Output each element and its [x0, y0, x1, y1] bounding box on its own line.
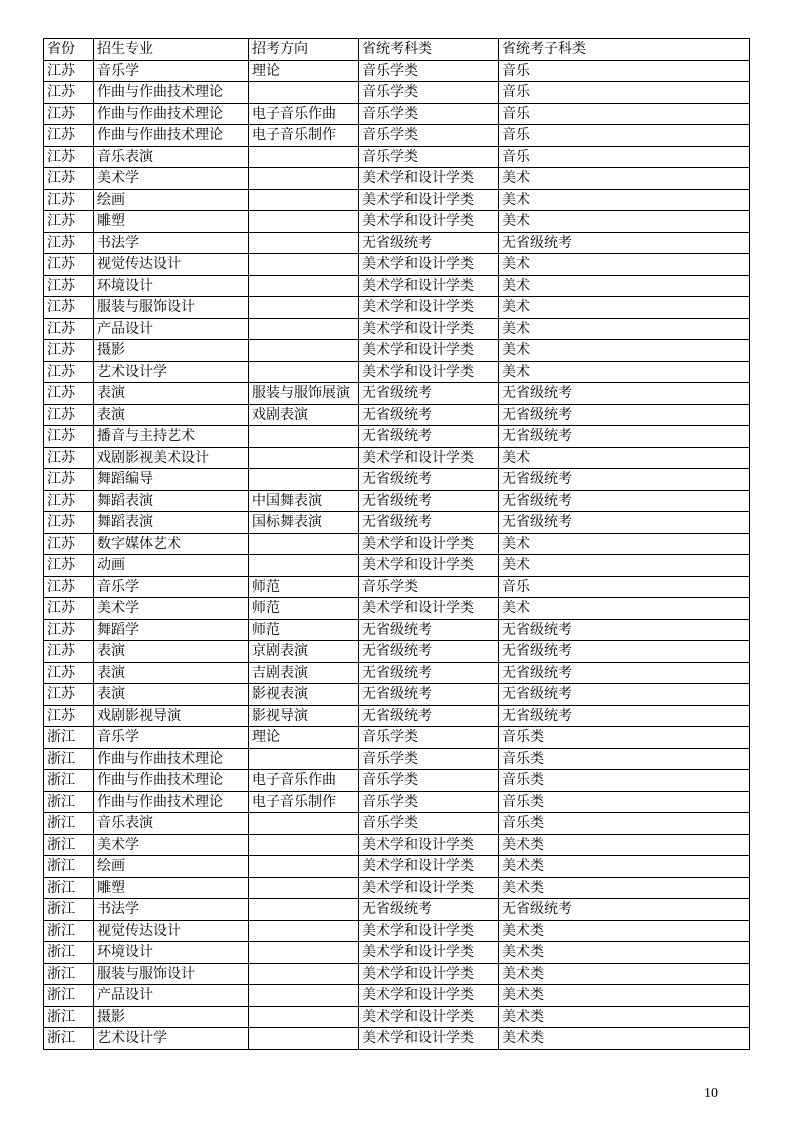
cell-major: 雕塑: [94, 877, 249, 899]
cell-exam-category: 音乐学类: [359, 770, 499, 792]
cell-exam-subcategory: 无省级统考: [499, 705, 750, 727]
cell-major: 表演: [94, 404, 249, 426]
cell-exam-subcategory: 美术: [499, 340, 750, 362]
cell-province: 江苏: [44, 361, 94, 383]
table-row: [44, 103, 750, 125]
table-row: [44, 232, 750, 254]
table-row: [44, 361, 750, 383]
cell-direction: 师范: [249, 598, 359, 620]
table-row: [44, 813, 750, 835]
table-row: [44, 662, 750, 684]
cell-province: 江苏: [44, 340, 94, 362]
cell-exam-subcategory: 音乐: [499, 576, 750, 598]
cell-major: 作曲与作曲技术理论: [94, 103, 249, 125]
cell-exam-category: 美术学和设计学类: [359, 361, 499, 383]
cell-major: 绘画: [94, 856, 249, 878]
cell-major: 产品设计: [94, 318, 249, 340]
cell-direction: 戏剧表演: [249, 404, 359, 426]
cell-exam-category: 美术学和设计学类: [359, 168, 499, 190]
table-row: [44, 684, 750, 706]
cell-major: 艺术设计学: [94, 361, 249, 383]
cell-major: 戏剧影视导演: [94, 705, 249, 727]
cell-exam-subcategory: 美术: [499, 254, 750, 276]
cell-exam-subcategory: 音乐类: [499, 770, 750, 792]
cell-province: 江苏: [44, 168, 94, 190]
cell-major: 视觉传达设计: [94, 920, 249, 942]
cell-major: 动画: [94, 555, 249, 577]
cell-major: 表演: [94, 684, 249, 706]
cell-direction: [249, 920, 359, 942]
cell-direction: [249, 856, 359, 878]
table-row: [44, 619, 750, 641]
cell-exam-subcategory: 音乐类: [499, 813, 750, 835]
table-row: [44, 490, 750, 512]
cell-exam-category: 美术学和设计学类: [359, 275, 499, 297]
cell-direction: [249, 834, 359, 856]
cell-province: 浙江: [44, 791, 94, 813]
cell-province: 浙江: [44, 877, 94, 899]
cell-direction: [249, 963, 359, 985]
table-row: [44, 125, 750, 147]
table-row: [44, 1028, 750, 1050]
cell-exam-category: 无省级统考: [359, 684, 499, 706]
cell-exam-category: 无省级统考: [359, 469, 499, 491]
table-row: [44, 297, 750, 319]
cell-exam-subcategory: 无省级统考: [499, 232, 750, 254]
cell-direction: [249, 1006, 359, 1028]
admissions-table: [43, 38, 750, 1050]
cell-exam-subcategory: 美术类: [499, 942, 750, 964]
cell-exam-category: 美术学和设计学类: [359, 963, 499, 985]
cell-direction: 影视表演: [249, 684, 359, 706]
cell-exam-subcategory: 无省级统考: [499, 490, 750, 512]
cell-exam-subcategory: 美术类: [499, 877, 750, 899]
cell-exam-category: 无省级统考: [359, 662, 499, 684]
cell-province: 江苏: [44, 426, 94, 448]
cell-major: 舞蹈编导: [94, 469, 249, 491]
cell-direction: [249, 813, 359, 835]
cell-major: 摄影: [94, 340, 249, 362]
cell-exam-subcategory: 无省级统考: [499, 512, 750, 534]
cell-exam-subcategory: 无省级统考: [499, 641, 750, 663]
cell-major: 视觉传达设计: [94, 254, 249, 276]
cell-major: 绘画: [94, 189, 249, 211]
cell-exam-category: 无省级统考: [359, 426, 499, 448]
table-row: [44, 791, 750, 813]
cell-exam-subcategory: 美术: [499, 318, 750, 340]
cell-direction: 电子音乐制作: [249, 125, 359, 147]
cell-exam-category: 音乐学类: [359, 748, 499, 770]
cell-exam-category: 美术学和设计学类: [359, 920, 499, 942]
cell-exam-subcategory: 音乐类: [499, 748, 750, 770]
cell-exam-subcategory: 美术类: [499, 834, 750, 856]
cell-exam-subcategory: 音乐: [499, 146, 750, 168]
cell-exam-category: 美术学和设计学类: [359, 1006, 499, 1028]
cell-province: 江苏: [44, 619, 94, 641]
cell-exam-subcategory: 美术: [499, 555, 750, 577]
table-row: [44, 899, 750, 921]
cell-direction: [249, 899, 359, 921]
cell-province: 浙江: [44, 813, 94, 835]
table-row: [44, 963, 750, 985]
cell-exam-subcategory: 美术: [499, 447, 750, 469]
cell-province: 浙江: [44, 748, 94, 770]
cell-direction: [249, 555, 359, 577]
cell-province: 江苏: [44, 82, 94, 104]
table-row: [44, 426, 750, 448]
cell-province: 江苏: [44, 189, 94, 211]
cell-province: 江苏: [44, 125, 94, 147]
cell-exam-category: 美术学和设计学类: [359, 985, 499, 1007]
cell-major: 音乐学: [94, 576, 249, 598]
table-row: [44, 146, 750, 168]
cell-exam-category: 美术学和设计学类: [359, 447, 499, 469]
cell-major: 书法学: [94, 899, 249, 921]
cell-direction: 理论: [249, 60, 359, 82]
cell-exam-category: 音乐学类: [359, 103, 499, 125]
cell-exam-category: 美术学和设计学类: [359, 297, 499, 319]
cell-major: 戏剧影视美术设计: [94, 447, 249, 469]
cell-direction: [249, 232, 359, 254]
cell-major: 音乐表演: [94, 813, 249, 835]
cell-direction: [249, 426, 359, 448]
cell-direction: [249, 533, 359, 555]
cell-exam-category: 无省级统考: [359, 641, 499, 663]
cell-exam-category: 音乐学类: [359, 813, 499, 835]
header-major: 招生专业: [94, 39, 249, 61]
cell-exam-category: 无省级统考: [359, 619, 499, 641]
cell-direction: [249, 318, 359, 340]
header-direction: 招考方向: [249, 39, 359, 61]
table-row: [44, 1006, 750, 1028]
cell-exam-subcategory: 美术类: [499, 1028, 750, 1050]
cell-exam-subcategory: 音乐类: [499, 791, 750, 813]
cell-direction: [249, 275, 359, 297]
header-exam-subcategory: 省统考子科类: [499, 39, 750, 61]
cell-major: 音乐学: [94, 727, 249, 749]
cell-province: 江苏: [44, 318, 94, 340]
cell-direction: [249, 189, 359, 211]
cell-province: 浙江: [44, 963, 94, 985]
table-row: [44, 318, 750, 340]
cell-major: 艺术设计学: [94, 1028, 249, 1050]
cell-exam-category: 美术学和设计学类: [359, 834, 499, 856]
table-row: [44, 748, 750, 770]
cell-exam-category: 美术学和设计学类: [359, 318, 499, 340]
table-row: [44, 211, 750, 233]
cell-province: 江苏: [44, 103, 94, 125]
table-row: [44, 770, 750, 792]
cell-province: 江苏: [44, 383, 94, 405]
cell-direction: [249, 146, 359, 168]
cell-exam-category: 音乐学类: [359, 125, 499, 147]
cell-province: 浙江: [44, 770, 94, 792]
cell-exam-category: 美术学和设计学类: [359, 254, 499, 276]
cell-major: 舞蹈学: [94, 619, 249, 641]
cell-exam-subcategory: 无省级统考: [499, 426, 750, 448]
cell-exam-subcategory: 美术类: [499, 963, 750, 985]
cell-exam-subcategory: 音乐: [499, 103, 750, 125]
cell-direction: 理论: [249, 727, 359, 749]
cell-province: 江苏: [44, 598, 94, 620]
cell-direction: 师范: [249, 576, 359, 598]
cell-direction: [249, 297, 359, 319]
cell-province: 浙江: [44, 942, 94, 964]
cell-direction: 影视导演: [249, 705, 359, 727]
cell-exam-category: 美术学和设计学类: [359, 533, 499, 555]
cell-exam-category: 美术学和设计学类: [359, 555, 499, 577]
cell-province: 浙江: [44, 856, 94, 878]
table-row: [44, 404, 750, 426]
cell-exam-category: 音乐学类: [359, 60, 499, 82]
cell-province: 江苏: [44, 490, 94, 512]
table-row: [44, 82, 750, 104]
cell-exam-category: 音乐学类: [359, 727, 499, 749]
table-row: [44, 598, 750, 620]
table-row: [44, 383, 750, 405]
cell-exam-subcategory: 美术: [499, 533, 750, 555]
cell-direction: 电子音乐作曲: [249, 103, 359, 125]
cell-direction: [249, 361, 359, 383]
cell-exam-category: 美术学和设计学类: [359, 340, 499, 362]
table-row: [44, 60, 750, 82]
cell-direction: 师范: [249, 619, 359, 641]
cell-direction: [249, 168, 359, 190]
cell-major: 播音与主持艺术: [94, 426, 249, 448]
cell-exam-category: 音乐学类: [359, 576, 499, 598]
cell-province: 江苏: [44, 469, 94, 491]
cell-direction: 中国舞表演: [249, 490, 359, 512]
cell-exam-subcategory: 美术: [499, 168, 750, 190]
cell-exam-category: 美术学和设计学类: [359, 1028, 499, 1050]
cell-province: 江苏: [44, 60, 94, 82]
cell-direction: [249, 877, 359, 899]
cell-exam-subcategory: 无省级统考: [499, 662, 750, 684]
cell-province: 江苏: [44, 211, 94, 233]
table-row: [44, 340, 750, 362]
table-row: [44, 641, 750, 663]
cell-province: 浙江: [44, 727, 94, 749]
cell-exam-category: 音乐学类: [359, 146, 499, 168]
cell-province: 江苏: [44, 297, 94, 319]
cell-direction: 京剧表演: [249, 641, 359, 663]
table-row: [44, 942, 750, 964]
cell-exam-subcategory: 无省级统考: [499, 404, 750, 426]
cell-major: 环境设计: [94, 275, 249, 297]
cell-major: 作曲与作曲技术理论: [94, 791, 249, 813]
cell-province: 浙江: [44, 1006, 94, 1028]
cell-direction: [249, 942, 359, 964]
cell-direction: 服装与服饰展演: [249, 383, 359, 405]
cell-direction: [249, 469, 359, 491]
cell-major: 表演: [94, 641, 249, 663]
cell-province: 江苏: [44, 533, 94, 555]
cell-direction: [249, 1028, 359, 1050]
cell-province: 江苏: [44, 404, 94, 426]
cell-direction: [249, 985, 359, 1007]
header-row: [44, 39, 750, 61]
cell-province: 江苏: [44, 232, 94, 254]
cell-exam-subcategory: 美术: [499, 211, 750, 233]
table-row: [44, 576, 750, 598]
table-row: [44, 254, 750, 276]
cell-exam-category: 美术学和设计学类: [359, 877, 499, 899]
cell-major: 舞蹈表演: [94, 512, 249, 534]
cell-major: 舞蹈表演: [94, 490, 249, 512]
cell-exam-category: 美术学和设计学类: [359, 942, 499, 964]
header-province: 省份: [44, 39, 94, 61]
page-number: 10: [704, 1086, 718, 1101]
cell-exam-subcategory: 美术: [499, 297, 750, 319]
cell-major: 作曲与作曲技术理论: [94, 125, 249, 147]
cell-province: 江苏: [44, 684, 94, 706]
cell-major: 美术学: [94, 168, 249, 190]
cell-direction: [249, 447, 359, 469]
cell-major: 作曲与作曲技术理论: [94, 748, 249, 770]
cell-exam-category: 音乐学类: [359, 791, 499, 813]
cell-exam-category: 美术学和设计学类: [359, 189, 499, 211]
cell-province: 江苏: [44, 447, 94, 469]
header-exam-category: 省统考科类: [359, 39, 499, 61]
cell-exam-category: 无省级统考: [359, 383, 499, 405]
cell-major: 音乐表演: [94, 146, 249, 168]
cell-exam-category: 美术学和设计学类: [359, 211, 499, 233]
cell-direction: [249, 340, 359, 362]
cell-province: 江苏: [44, 641, 94, 663]
cell-province: 江苏: [44, 576, 94, 598]
cell-exam-category: 无省级统考: [359, 490, 499, 512]
cell-exam-subcategory: 美术类: [499, 985, 750, 1007]
table-row: [44, 856, 750, 878]
cell-exam-category: 无省级统考: [359, 899, 499, 921]
cell-major: 书法学: [94, 232, 249, 254]
cell-direction: 吉剧表演: [249, 662, 359, 684]
cell-direction: [249, 748, 359, 770]
cell-exam-category: 美术学和设计学类: [359, 856, 499, 878]
cell-province: 浙江: [44, 834, 94, 856]
cell-province: 江苏: [44, 555, 94, 577]
cell-exam-subcategory: 音乐: [499, 60, 750, 82]
cell-major: 服装与服饰设计: [94, 297, 249, 319]
cell-exam-subcategory: 美术类: [499, 920, 750, 942]
table-row: [44, 447, 750, 469]
cell-major: 环境设计: [94, 942, 249, 964]
cell-exam-category: 美术学和设计学类: [359, 598, 499, 620]
cell-exam-subcategory: 无省级统考: [499, 684, 750, 706]
table-row: [44, 705, 750, 727]
cell-exam-subcategory: 音乐: [499, 82, 750, 104]
cell-direction: 电子音乐制作: [249, 791, 359, 813]
cell-province: 江苏: [44, 146, 94, 168]
table-row: [44, 512, 750, 534]
cell-province: 江苏: [44, 705, 94, 727]
cell-province: 江苏: [44, 512, 94, 534]
cell-exam-subcategory: 无省级统考: [499, 619, 750, 641]
cell-exam-subcategory: 无省级统考: [499, 899, 750, 921]
table-row: [44, 275, 750, 297]
cell-exam-category: 无省级统考: [359, 705, 499, 727]
cell-major: 数字媒体艺术: [94, 533, 249, 555]
table-row: [44, 727, 750, 749]
table-row: [44, 985, 750, 1007]
table-row: [44, 189, 750, 211]
cell-exam-subcategory: 美术类: [499, 1006, 750, 1028]
cell-major: 作曲与作曲技术理论: [94, 82, 249, 104]
cell-exam-category: 无省级统考: [359, 232, 499, 254]
cell-exam-subcategory: 美术: [499, 598, 750, 620]
cell-major: 音乐学: [94, 60, 249, 82]
cell-province: 江苏: [44, 275, 94, 297]
cell-major: 表演: [94, 662, 249, 684]
cell-major: 产品设计: [94, 985, 249, 1007]
cell-direction: [249, 254, 359, 276]
cell-exam-subcategory: 音乐: [499, 125, 750, 147]
table-row: [44, 168, 750, 190]
table-row: [44, 834, 750, 856]
table-row: [44, 555, 750, 577]
cell-exam-subcategory: 美术: [499, 275, 750, 297]
cell-major: 美术学: [94, 598, 249, 620]
cell-exam-subcategory: 美术: [499, 361, 750, 383]
table-row: [44, 920, 750, 942]
cell-major: 摄影: [94, 1006, 249, 1028]
cell-exam-subcategory: 音乐类: [499, 727, 750, 749]
cell-direction: 国标舞表演: [249, 512, 359, 534]
cell-exam-subcategory: 美术: [499, 189, 750, 211]
table-row: [44, 469, 750, 491]
cell-province: 江苏: [44, 254, 94, 276]
cell-exam-subcategory: 无省级统考: [499, 469, 750, 491]
table-row: [44, 533, 750, 555]
cell-exam-category: 无省级统考: [359, 404, 499, 426]
cell-major: 作曲与作曲技术理论: [94, 770, 249, 792]
cell-province: 浙江: [44, 920, 94, 942]
cell-major: 美术学: [94, 834, 249, 856]
cell-major: 表演: [94, 383, 249, 405]
cell-direction: [249, 82, 359, 104]
cell-province: 浙江: [44, 899, 94, 921]
cell-exam-subcategory: 无省级统考: [499, 383, 750, 405]
cell-direction: [249, 211, 359, 233]
cell-major: 雕塑: [94, 211, 249, 233]
cell-province: 江苏: [44, 662, 94, 684]
cell-province: 浙江: [44, 985, 94, 1007]
cell-province: 浙江: [44, 1028, 94, 1050]
cell-major: 服装与服饰设计: [94, 963, 249, 985]
cell-exam-category: 音乐学类: [359, 82, 499, 104]
table-row: [44, 877, 750, 899]
cell-direction: 电子音乐作曲: [249, 770, 359, 792]
cell-exam-subcategory: 美术类: [499, 856, 750, 878]
cell-exam-category: 无省级统考: [359, 512, 499, 534]
